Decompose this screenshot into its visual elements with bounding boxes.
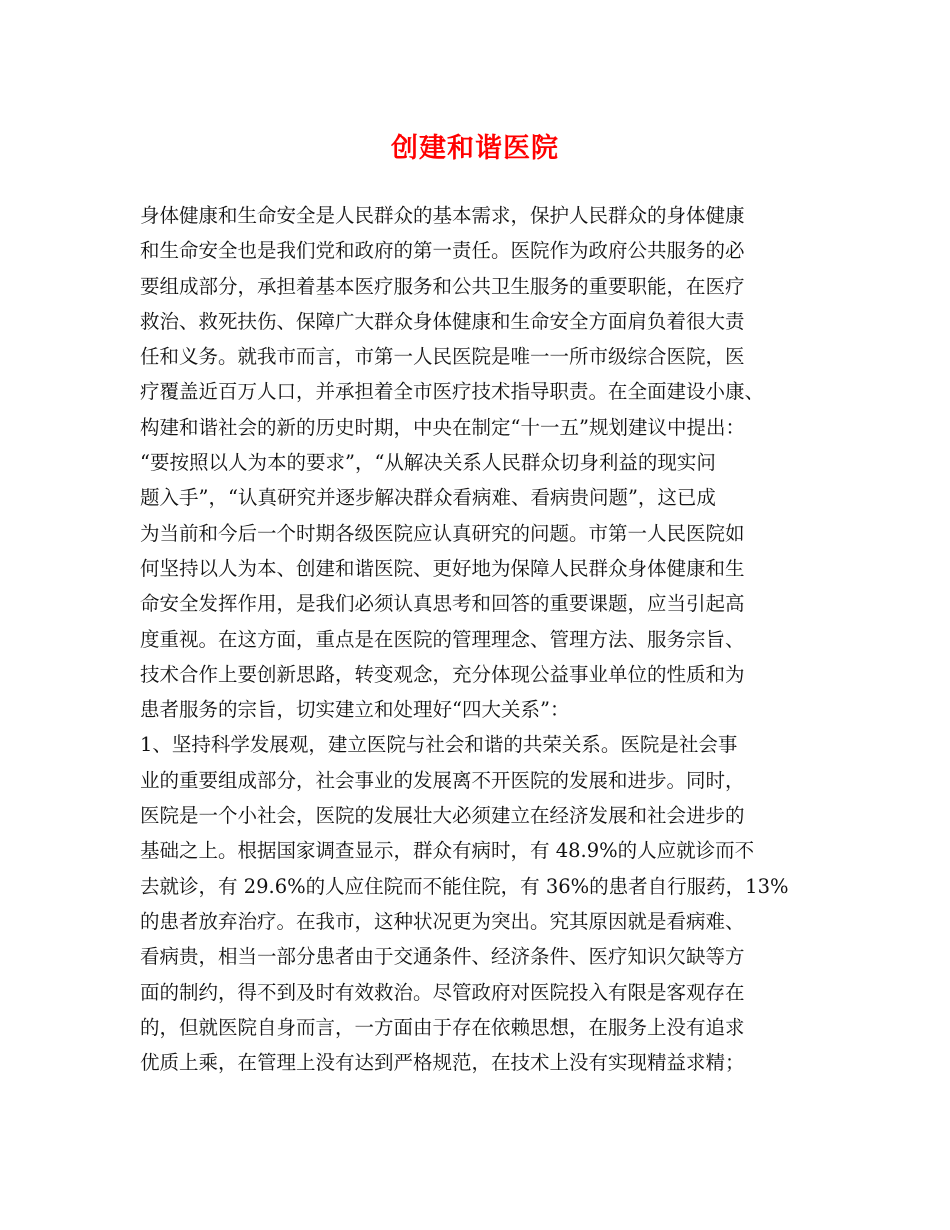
text-line: 业的重要组成部分，社会事业的发展离不开医院的发展和进步。同时，	[140, 768, 745, 792]
text-line: 和生命安全也是我们党和政府的第一责任。医院作为政府公共服务的必	[140, 239, 745, 263]
text-line: 患者服务的宗旨，切实建立和处理好“四大关系”：	[140, 698, 570, 722]
text-line: 救治、救死扶伤、保障广大群众身体健康和生命安全方面肩负着很大责	[140, 309, 745, 333]
text-line: 的，但就医院自身而言，一方面由于存在依赖思想，在服务上没有追求	[140, 1015, 745, 1039]
text-line: “要按照以人为本的要求”，“从解决关系人民群众切身利益的现实问	[140, 451, 716, 475]
text-line: 医院是一个小社会，医院的发展壮大必须建立在经济发展和社会进步的	[140, 804, 745, 828]
text-line: 何坚持以人为本、创建和谐医院、更好地为保障人民群众身体健康和生	[140, 556, 745, 580]
text-line: 命安全发挥作用，是我们必须认真思考和回答的重要课题，应当引起高	[140, 592, 745, 616]
text-line: 技术合作上要创新思路，转变观念，充分体现公益事业单位的性质和为	[140, 662, 745, 686]
text-line: 身体健康和生命安全是人民群众的基本需求，保护人民群众的身体健康	[140, 204, 745, 227]
text-line: 去就诊，有 29.6%的人应住院而不能住院，有 36%的患者自行服药，13%	[140, 874, 789, 898]
text-line: 面的制约，得不到及时有效救治。尽管政府对医院投入有限是客观存在	[140, 980, 745, 1004]
text-line: 1、坚持科学发展观，建立医院与社会和谐的共荣关系。医院是社会事	[140, 733, 738, 757]
document-body	[140, 198, 830, 1080]
text-line: 构建和谐社会的新的历史时期，中央在制定“十一五”规划建议中提出：	[140, 415, 745, 439]
text-line: 疗覆盖近百万人口，并承担着全市医疗技术指导职责。在全面建设小康、	[140, 380, 765, 404]
document-title: 创建和谐医院	[391, 133, 559, 164]
text-line: 基础之上。根据国家调查显示，群众有病时，有 48.9%的人应就诊而不	[140, 839, 755, 863]
text-line: 题入手”，“认真研究并逐步解决群众看病难、看病贵问题”，这已成	[140, 486, 716, 510]
text-line: 的患者放弃治疗。在我市，这种状况更为突出。究其原因就是看病难、	[140, 909, 745, 933]
text-line: 任和义务。就我市而言，市第一人民医院是唯一一所市级综合医院，医	[140, 345, 745, 369]
text-line: 要组成部分，承担着基本医疗服务和公共卫生服务的重要职能，在医疗	[140, 274, 745, 298]
text-line: 优质上乘，在管理上没有达到严格规范，在技术上没有实现精益求精；	[140, 1051, 745, 1075]
text-line: 度重视。在这方面，重点是在医院的管理理念、管理方法、服务宗旨、	[140, 627, 745, 651]
text-line: 看病贵，相当一部分患者由于交通条件、经济条件、医疗知识欠缺等方	[140, 945, 745, 969]
text-line: 为当前和今后一个时期各级医院应认真研究的问题。市第一人民医院如	[140, 521, 745, 545]
